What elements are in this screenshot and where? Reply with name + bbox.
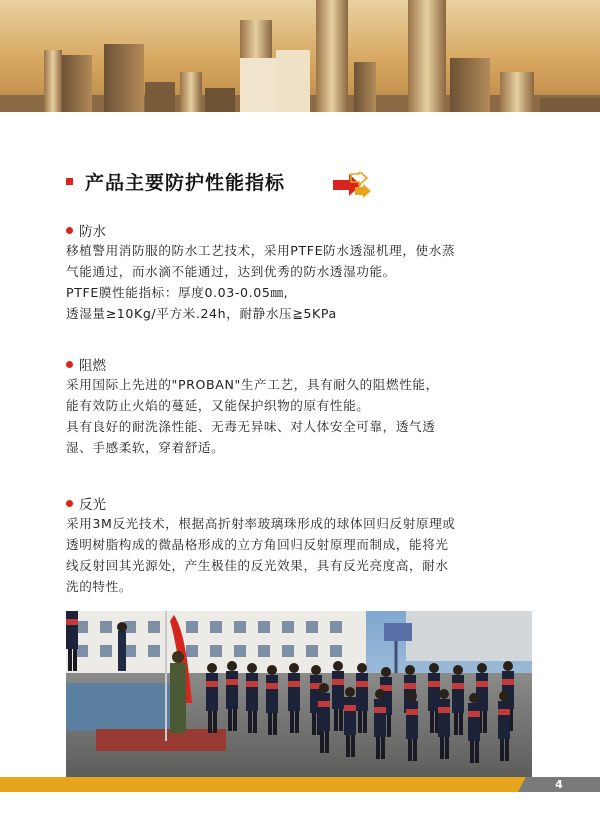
section-heading <box>66 354 546 374</box>
skyline-image <box>0 0 600 112</box>
section-waterproof <box>66 220 546 324</box>
paragraph-line: 湿、手感柔软，穿着舒适。 <box>66 440 225 455</box>
paragraph-line: 透湿量≥10Kg/平方米.24h，耐静水压≧5KPa <box>66 306 337 321</box>
paragraph-line: 气能通过，而水滴不能通过，达到优秀的防水透湿功能。 <box>66 264 396 279</box>
section-title <box>66 167 285 195</box>
footer-bar <box>0 777 600 792</box>
section-heading-text: 反光 <box>79 497 106 513</box>
city-skyline-banner <box>0 0 600 112</box>
page-number: 4 <box>555 778 563 791</box>
section-flame-retardant <box>66 354 546 458</box>
bullet-dot-icon <box>66 361 73 368</box>
title-marker-icon <box>66 178 73 185</box>
paragraph-line: 采用3M反光技术，根据高折射率玻璃珠形成的球体回归反射原理或 <box>66 516 456 531</box>
paragraph-line: 移植警用消防服的防水工艺技术，采用PTFE防水透湿机理，使水蒸 <box>66 243 456 258</box>
paragraph-line: 采用国际上先进的"PROBAN"生产工艺，具有耐久的阻燃性能， <box>66 377 439 392</box>
paragraph-line: 能有效防止火焰的蔓延，又能保护织物的原有性能。 <box>66 398 370 413</box>
page-title: 产品主要防护性能指标 <box>85 171 286 194</box>
section-heading <box>66 493 546 513</box>
double-arrow-icon <box>329 172 373 198</box>
section-heading-text: 阻燃 <box>79 358 106 374</box>
paragraph-line: 线反射回其光源处，产生极佳的反光效果，具有反光亮度高，耐水 <box>66 558 449 573</box>
bullet-dot-icon <box>66 227 73 234</box>
section-heading <box>66 220 546 240</box>
section-reflective <box>66 493 546 597</box>
school-flag-ceremony-photo <box>66 611 532 777</box>
section-heading-text: 防水 <box>79 224 106 240</box>
bullet-dot-icon <box>66 500 73 507</box>
paragraph-line: 洗的特性。 <box>66 579 132 594</box>
paragraph-line: 具有良好的耐洗涤性能、无毒无异味、对人体安全可靠，透气透 <box>66 419 436 434</box>
paragraph-line: 透明树脂构成的微晶格形成的立方角回归反射原理而制成，能将光 <box>66 537 449 552</box>
paragraph-line: PTFE膜性能指标：厚度0.03-0.05㎜, <box>66 285 289 300</box>
